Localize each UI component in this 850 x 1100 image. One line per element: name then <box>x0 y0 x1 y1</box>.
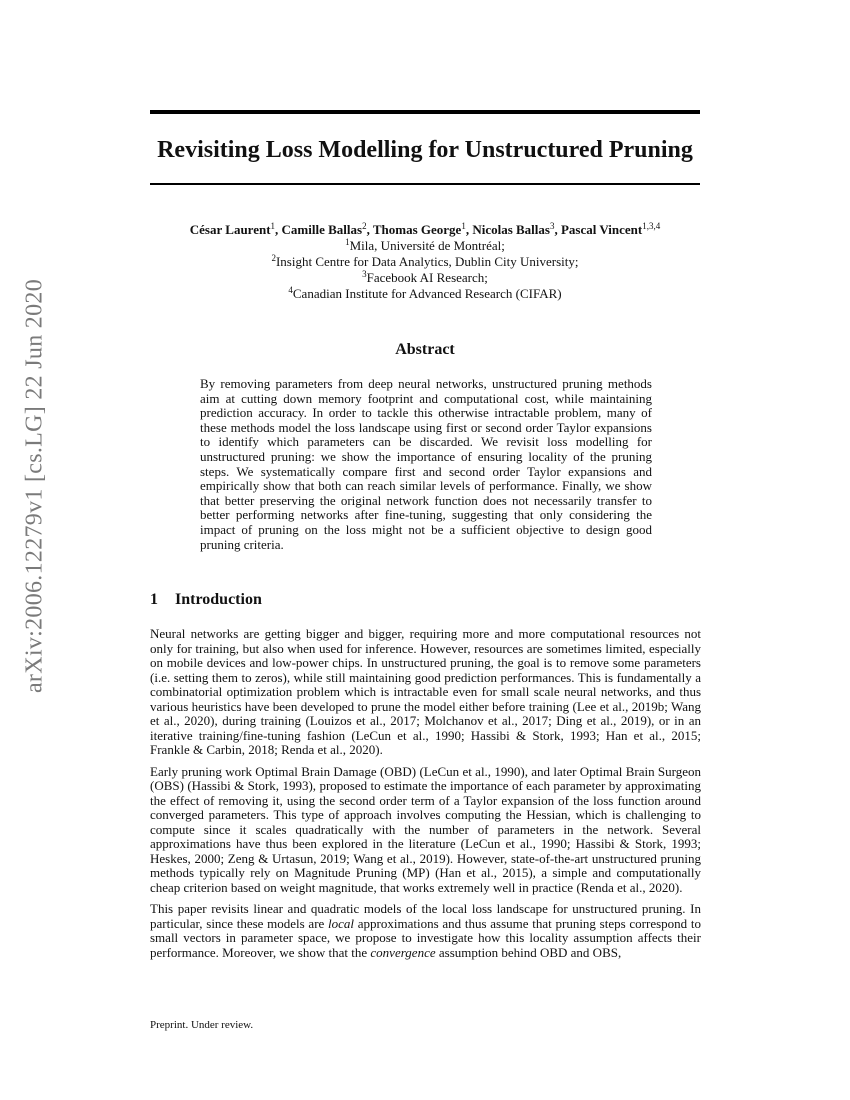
footer-note: Preprint. Under review. <box>150 1019 254 1031</box>
emphasis-convergence: convergence <box>370 944 436 960</box>
author-name: Thomas George <box>372 222 462 237</box>
paragraph-text: assumption behind OBD and OBS, <box>435 944 622 960</box>
author-name: Camille Ballas <box>281 222 363 237</box>
introduction-body <box>150 627 701 967</box>
author-list: César Laurent$^1$, Camille Ballas$^2$, Thomas George$^1$, Nicolas Ballas$^3$, Pascal Vincent$^{1,3,4}$ <box>189 221 661 237</box>
author-name: Nicolas Ballas <box>472 222 550 237</box>
section-number: 1 <box>150 591 158 608</box>
paragraph: Early pruning work Optimal Brain Damage (OBD) (LeCun et al., 1990), and later Optimal Brain Surgeon (OBS) (Hassibi & Stork, 1993), proposed to estimate the importance of each parameter by approximating the effect of removing it, using the second order term of a Taylor expansion of the loss function around converged parameters. This type of approach involves computing the Hessian, which is challenging to compute since it scales quadratically with the number of parameters in the network. Several approximations have thus been explored in the literature (LeCun et al., 1990; Hassibi & Stork, 1993; Heskes, 2000; Zeng & Urtasun, 2019; Wang et al., 2019). However, state-of-the-art unstructured pruning methods typically rely on Magnitude Pruning (MP) (Han et al., 2015), a simple and computationally cheap criterion based on weight magnitude, that works extremely well in practice (Renda et al., 2020). <box>150 763 701 895</box>
affiliation-text: Canadian Institute for Advanced Research (CIFAR) <box>292 286 562 301</box>
affiliation-text: Insight Centre for Data Analytics, Dublin City University; <box>275 254 579 269</box>
abstract-text: By removing parameters from deep neural networks, unstructured pruning methods aim at cutting down memory footprint and computational cost, while maintaining prediction accuracy. In order to tackle this otherwise intractable problem, many of these methods model the loss landscape using first or second order Taylor expansions to identify which parameters can be discarded. We revisit loss modelling for unstructured pruning: we show the importance of ensuring locality of the pruning steps. We systematically compare first and second order Taylor expansions and empirically show that both can reach similar levels of performance. Finally, we show that better preserving the original network function does not necessarily transfer to better performing networks after fine-tuning, suggesting that only considering the impact of pruning on the loss might not be a sufficient objective to design good pruning criteria. <box>200 376 652 552</box>
paragraph-text: approximations and thus assume that pruning steps correspond to small vectors in parameter space, we propose to investigate how this locality assumption affects their performance. Moreover, we show that the <box>150 915 701 960</box>
abstract-heading: Abstract <box>395 341 455 358</box>
author-affiliation-mark: 1 <box>461 221 466 231</box>
emphasis-local: local <box>328 915 355 931</box>
affiliation-text: Mila, Université de Montréal; <box>349 238 505 253</box>
affiliation <box>150 238 700 254</box>
author-name: César Laurent <box>189 222 271 237</box>
author-affiliation-mark: 2 <box>362 221 367 231</box>
author-affiliation-mark: 1 <box>270 221 276 231</box>
affiliation <box>150 254 700 270</box>
arxiv-identifier: arXiv:2006.12279v1 [cs.LG] 22 Jun 2020 <box>21 278 48 694</box>
section-heading-introduction <box>150 590 262 610</box>
affiliation-mark: 1 <box>345 237 350 247</box>
paragraph-text: This paper revisits linear and quadratic models of the local loss landscape for unstructured pruning. In particular, since these models are <box>150 901 701 931</box>
affiliation-text: Facebook AI Research; <box>366 270 488 285</box>
affiliation-list <box>150 238 700 302</box>
paragraph: Neural networks are getting bigger and bigger, requiring more and more computational resources not only for training, but also when used for inference. However, resources are sometimes limited, especially on mobile devices and low-power chips. In unstructured pruning, the goal is to remove some parameters (i.e. setting them to zeros), while still maintaining good prediction performances. This is fundamentally a combinatorial optimization problem which is intractable even for small scale neural networks, and thus various heuristics have been developed to prune the model either before training (Lee et al., 2019b; Wang et al., 2020), during training (Louizos et al., 2017; Molchanov et al., 2017; Ding et al., 2019), or in an iterative training/fine-tuning fashion (LeCun et al., 1990; Hassibi & Stork, 1993; Han et al., 2015; Frankle & Carbin, 2018; Renda et al., 2020). <box>150 626 701 757</box>
affiliation <box>150 270 700 286</box>
affiliation <box>150 286 700 302</box>
section-title: Introduction <box>175 591 262 608</box>
title-rule-top <box>150 110 700 114</box>
paragraph <box>150 902 701 960</box>
paper-title: Revisiting Loss Modelling for Unstructured Pruning <box>157 137 693 163</box>
affiliation-mark: 3 <box>362 269 367 279</box>
title-rule-bottom <box>150 183 700 185</box>
affiliation-mark: 2 <box>271 253 276 263</box>
author-affiliation-mark: 1,3,4 <box>642 221 661 231</box>
arxiv-sidebar <box>8 278 62 694</box>
author-affiliation-mark: 3 <box>549 221 555 231</box>
author-name: Pascal Vincent <box>560 222 643 237</box>
affiliation-mark: 4 <box>288 285 293 295</box>
